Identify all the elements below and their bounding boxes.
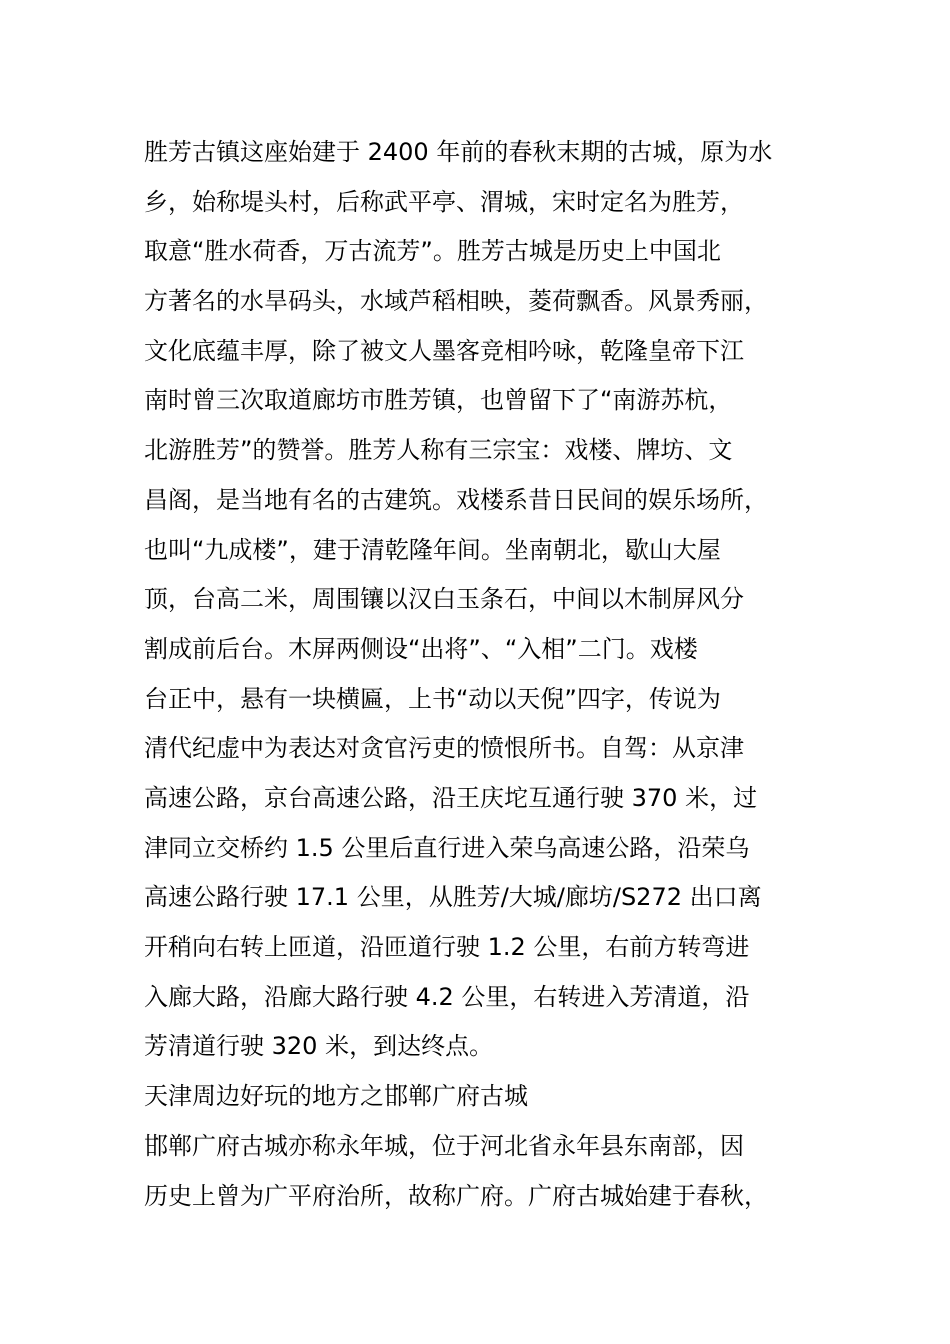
text-line: 台正中，悬有一块横匾，上书“动以天倪”四字，传说为 [144,684,721,713]
text-line: 乡，始称堤头村，后称武平亭、渭城，宋时定名为胜芳， [144,187,744,216]
text-line: 取意“胜水荷香，万古流芳”。胜芳古城是历史上中国北 [144,237,721,266]
text-line: 开稍向右转上匝道，沿匝道行驶 1.2 公里，右前方转弯进 [144,933,750,961]
text-line: 芳清道行驶 320 米，到达终点。 [144,1032,494,1061]
text-line: 邯郸广府古城亦称永年城，位于河北省永年县东南部，因 [144,1132,744,1160]
text-line: 清代纪虚中为表达对贪官污吏的愤恨所书。自驾：从京津 [144,734,744,763]
text-line: 顶，台高二米，周围镶以汉白玉条石，中间以木制屏风分 [144,585,744,614]
text-line: 割成前后台。木屏两侧设“出将”、“入相”二门。戏楼 [144,634,698,663]
section-heading: 天津周边好玩的地方之邯郸广府古城 [144,1082,528,1110]
text-line: 北游胜芳”的赞誉。胜芳人称有三宗宝：戏楼、牌坊、文 [144,436,733,465]
paragraph-shengfang [144,128,816,1072]
text-line: 津同立交桥约 1.5 公里后直行进入荣乌高速公路，沿荣乌 [144,833,750,862]
paragraph-guangfu [144,1122,816,1221]
text-line: 胜芳古镇这座始建于 2400 年前的春秋末期的古城，原为水 [144,138,773,166]
text-line: 方著名的水旱码头，水域芦稻相映，菱荷飘香。风景秀丽， [144,287,768,316]
text-line: 昌阁，是当地有名的古建筑。戏楼系昔日民间的娱乐场所， [144,485,768,514]
text-line: 入廊大路，沿廊大路行驶 4.2 公里，右转进入芳清道，沿 [144,982,750,1011]
text-line: 历史上曾为广平府治所，故称广府。广府古城始建于春秋， [144,1181,768,1210]
text-line: 高速公路，京台高速公路，沿王庆坨互通行驶 370 米，过 [144,783,758,812]
text-line: 也叫“九成楼”，建于清乾隆年间。坐南朝北，歇山大屋 [144,535,721,564]
text-line: 高速公路行驶 17.1 公里，从胜芳/大城/廊坊/S272 出口离 [144,883,762,912]
text-line: 南时曾三次取道廊坊市胜芳镇，也曾留下了“南游苏杭， [144,386,733,415]
text-line: 文化底蕴丰厚，除了被文人墨客竞相吟咏，乾隆皇帝下江 [144,336,744,365]
